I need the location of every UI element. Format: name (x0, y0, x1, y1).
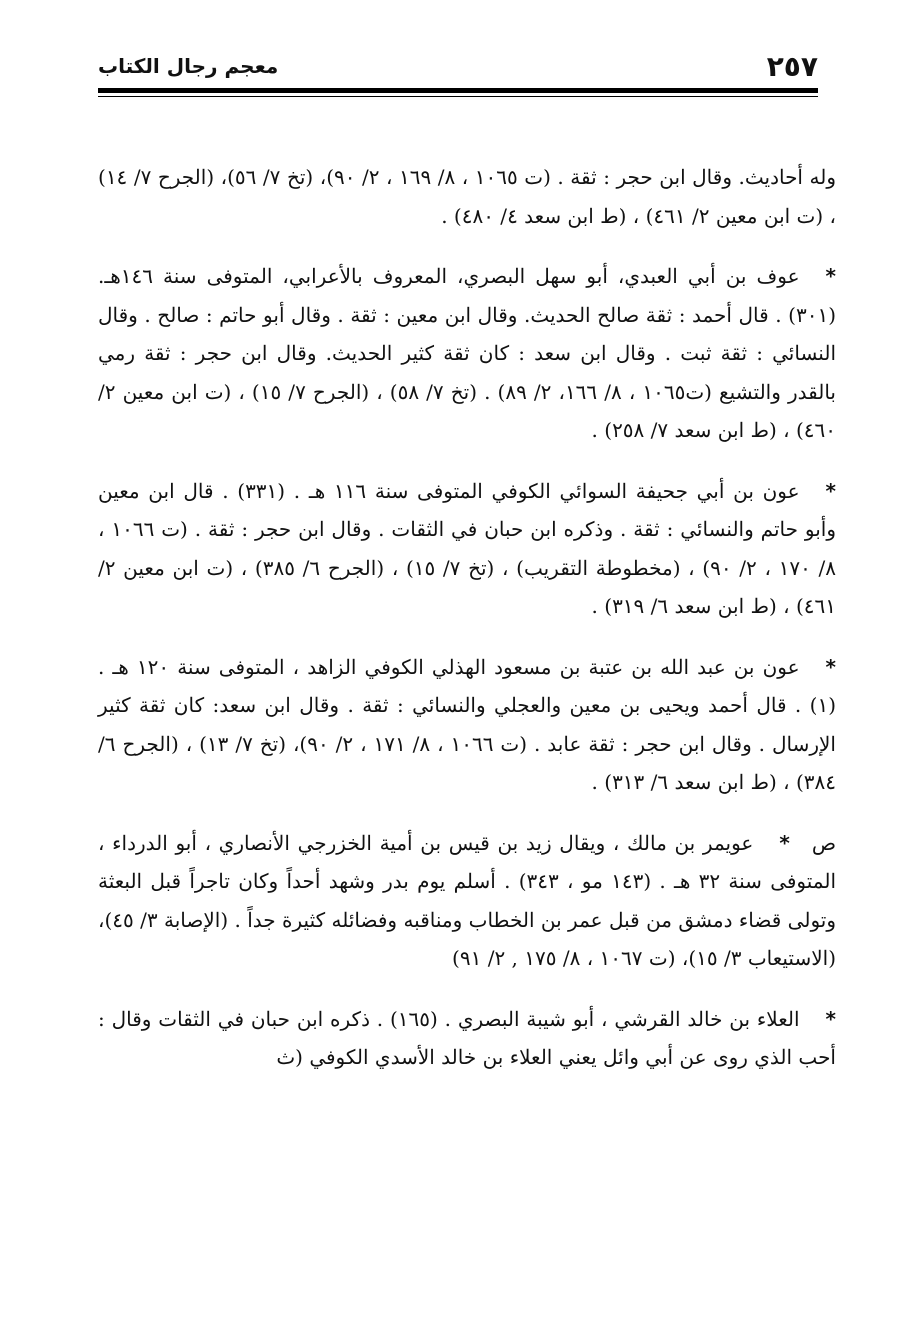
entry-text: وله أحاديث. وقال ابن حجر : ثقة . (ت ١٠٦٥ ، ٨/ ١٦٩ ، ٢/ ٩٠)، (تخ ٧/ ٥٦)، (الجرح ٧/ ١٤) ، (ت ابن معين ٢/ ٤٦١) ، (ط ابن سعد ٤/ ٤٨٠) . (98, 165, 836, 228)
entry-awn-ibn-abdillah (98, 648, 836, 802)
entry-star-marker: * (825, 1006, 836, 1031)
entry-uwaymir-ibn-malik (98, 824, 836, 978)
entry-continuation (98, 158, 836, 235)
entry-text: عويمر بن مالك ، ويقال زيد بن قيس بن أمية الخزرجي الأنصاري ، أبو الدرداء ، المتوفى سنة ٣٢ هـ . (١٤٣ مو ، ٣٤٣) . أسلم يوم بدر وشهد أحداً وكان تاجراً قبل البعثة وتولى قضاء دمشق من قبل عمر بن الخطاب ومناقبه وفضائله كثيرة جداً . (الإصابة ٣/ ٤٥)، (الاستيعاب ٣/ ١٥)، (ت ١٠٦٧ ، ٨/ ١٧٥ , ٢/ ٩١) (98, 830, 837, 970)
entry-awf-ibn-abi-al-abdi (98, 257, 836, 450)
entry-star-marker: * (779, 830, 790, 855)
entry-star-marker: * (825, 478, 836, 503)
entry-sahabi-marker: ص (811, 830, 836, 855)
entry-text: العلاء بن خالد القرشي ، أبو شيبة البصري . (١٦٥) . ذكره ابن حبان في الثقات وقال : أحب الذي روى عن أبي وائل يعني العلاء بن خالد الأسدي الكوفي (ث (98, 1006, 836, 1069)
header-rule-thin (98, 96, 818, 97)
entry-star-marker: * (825, 264, 836, 288)
page-number: ٢٥٧ (766, 50, 818, 83)
entry-text: عوف بن أبي العبدي، أبو سهل البصري، المعروف بالأعرابي، المتوفى سنة ١٤٦هـ. (٣٠١) . قال أحمد : ثقة صالح الحديث. وقال ابن معين : ثقة . وقال أبو حاتم : صالح . وقال النسائي : ثقة ثبت . وقال ابن سعد : كان ثقة كثير الحديث. وقال ابن حجر : ثقة رمي بالقدر والتشيع (ت١٠٦٥ ، ٨/ ١٦٦، ٢/ ٨٩) . (تخ ٧/ ٥٨) ، (الجرح ٧/ ١٥) ، (ت ابن معين ٢/ ٤٦٠) ، (ط ابن سعد ٧/ ٢٥٨) . (98, 264, 837, 442)
entry-star-marker: * (825, 654, 836, 679)
entry-al-ala-ibn-khalid (98, 1000, 836, 1077)
entry-text: عون بن أبي جحيفة السوائي الكوفي المتوفى سنة ١١٦ هـ . (٣٣١) . قال ابن معين وأبو حاتم والنسائي : ثقة . وذكره ابن حبان في الثقات . وقال ابن حجر : ثقة . (ت ١٠٦٦ ، ٨/ ١٧٠ ، ٢/ ٩٠) ، (مخطوطة التقريب) ، (تخ ٧/ ١٥) ، (الجرح ٦/ ٣٨٥) ، (ت ابن معين ٢/ ٤٦١) ، (ط ابن سعد ٦/ ٣١٩) . (98, 478, 837, 618)
entry-awn-ibn-abi-juhayfa (98, 472, 836, 626)
entry-text: عون بن عبد الله بن عتبة بن مسعود الهذلي الكوفي الزاهد ، المتوفى سنة ١٢٠ هـ . (١) . قال أحمد ويحيى بن معين والعجلي والنسائي : ثقة . وقال ابن سعد: كان ثقة كثير الإرسال . وقال ابن حجر : ثقة عابد . (ت ١٠٦٦ ، ٨/ ١٧١ ، ٢/ ٩٠)، (تخ ٧/ ١٣) ، (الجرح ٦/ ٣٨٤) ، (ط ابن سعد ٦/ ٣١٣) . (98, 654, 837, 794)
running-title: معجم رجال الكتاب (98, 54, 279, 78)
page-body (98, 158, 836, 1099)
header-rule-thick (98, 88, 818, 93)
